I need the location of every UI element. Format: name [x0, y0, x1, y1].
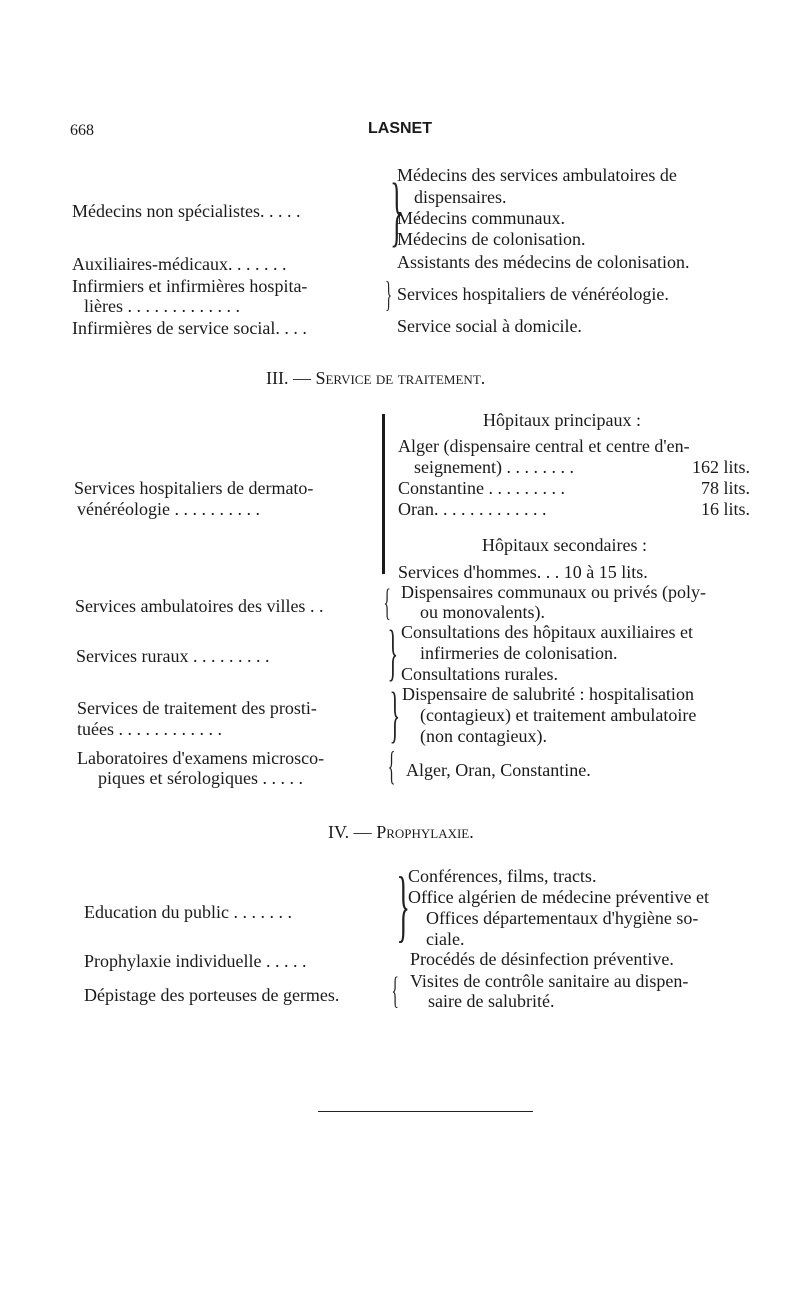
section-title: Service de traitement.	[315, 368, 486, 388]
row-label: Services hospitaliers de dermato-	[74, 478, 314, 498]
brace: }	[396, 862, 410, 950]
hospital-item: Constantine . . . . . . . . .	[398, 478, 565, 498]
row-item: Services hospitaliers de vénéréologie.	[397, 284, 669, 304]
row-item: (contagieux) et traitement ambulatoire	[420, 705, 697, 725]
row-item: ou monovalents).	[420, 602, 545, 622]
row-item: Conférences, films, tracts.	[408, 866, 597, 886]
row-item: Service social à domicile.	[397, 316, 582, 336]
hospital-item: Oran. . . . . . . . . . . . .	[398, 499, 547, 519]
subheading: Hôpitaux principaux :	[483, 410, 641, 430]
row-label: Dépistage des porteuses de germes.	[84, 985, 340, 1005]
row-item: Alger, Oran, Constantine.	[406, 760, 591, 780]
row-label: vénéréologie . . . . . . . . . .	[77, 499, 260, 519]
row-item: infirmeries de colonisation.	[420, 643, 618, 663]
closing-rule	[318, 1111, 533, 1112]
row-label: piques et sérologiques . . . . .	[98, 768, 303, 788]
brace: }	[390, 167, 404, 254]
bed-count: 162 lits.	[691, 457, 750, 477]
bed-count: 78 lits.	[700, 478, 750, 498]
hospital-item: Alger (dispensaire central et centre d'en-	[398, 436, 690, 456]
brace: {	[383, 582, 391, 624]
row-label: Infirmiers et infirmières hospita-	[72, 276, 308, 296]
row-item: Dispensaires communaux ou privés (poly-	[401, 582, 706, 602]
row-label: Education du public . . . . . . .	[84, 902, 292, 922]
section-number: IV. —	[328, 822, 372, 842]
row-item: Médecins de colonisation.	[397, 229, 586, 249]
row-item: Office algérien de médecine préventive et	[408, 887, 710, 907]
row-label: Infirmières de service social. . . .	[72, 318, 307, 338]
row-item: Visites de contrôle sanitaire au dispen-	[410, 971, 689, 991]
row-item: Médecins communaux.	[397, 208, 565, 228]
page-number: 668	[70, 122, 94, 139]
row-item: Consultations rurales.	[401, 664, 558, 684]
section-number: III. —	[266, 368, 311, 388]
row-label: tuées . . . . . . . . . . . .	[77, 719, 222, 739]
row-item: Assistants des médecins de colonisation.	[397, 252, 690, 272]
row-item: (non contagieux).	[420, 726, 547, 746]
row-item: Procédés de désinfection préventive.	[410, 949, 674, 969]
row-label: Prophylaxie individuelle . . . . .	[84, 951, 307, 971]
brace: }	[385, 274, 393, 314]
brace: {	[391, 970, 399, 1012]
hospital-item: seignement) . . . . . . . .	[414, 457, 574, 477]
row-label: Auxiliaires-médicaux. . . . . . .	[72, 254, 287, 274]
section-title: Prophylaxie.	[376, 822, 474, 842]
row-item: Consultations des hôpitaux auxiliaires et	[401, 622, 693, 642]
row-item: ciale.	[426, 929, 465, 949]
brace: {	[387, 743, 396, 788]
brace-bar	[382, 414, 385, 574]
row-label: Services ambulatoires des villes . .	[75, 596, 324, 616]
row-label: lières . . . . . . . . . . . . .	[84, 296, 240, 316]
row-label: Laboratoires d'examens microsco-	[77, 748, 325, 768]
section-4-heading	[328, 822, 474, 843]
row-item: Offices départementaux d'hygiène so-	[426, 908, 699, 928]
bed-count: 16 lits.	[700, 499, 750, 519]
row-item: Médecins des services ambulatoires de	[397, 165, 677, 185]
row-label: Médecins non spécialistes. . . . .	[72, 201, 301, 221]
section-3-heading	[266, 368, 485, 389]
hospital-item: Services d'hommes. . . 10 à 15 lits.	[398, 562, 648, 582]
subheading: Hôpitaux secondaires :	[482, 535, 647, 555]
row-label: Services ruraux . . . . . . . . .	[76, 646, 270, 666]
row-item: dispensaires.	[414, 187, 507, 207]
running-title: LASNET	[368, 120, 432, 137]
brace: }	[387, 619, 399, 687]
row-item: Dispensaire de salubrité : hospitalisation	[402, 684, 694, 704]
brace: }	[389, 681, 401, 749]
row-item: saire de salubrité.	[428, 991, 555, 1011]
row-label: Services de traitement des prosti-	[77, 698, 317, 718]
